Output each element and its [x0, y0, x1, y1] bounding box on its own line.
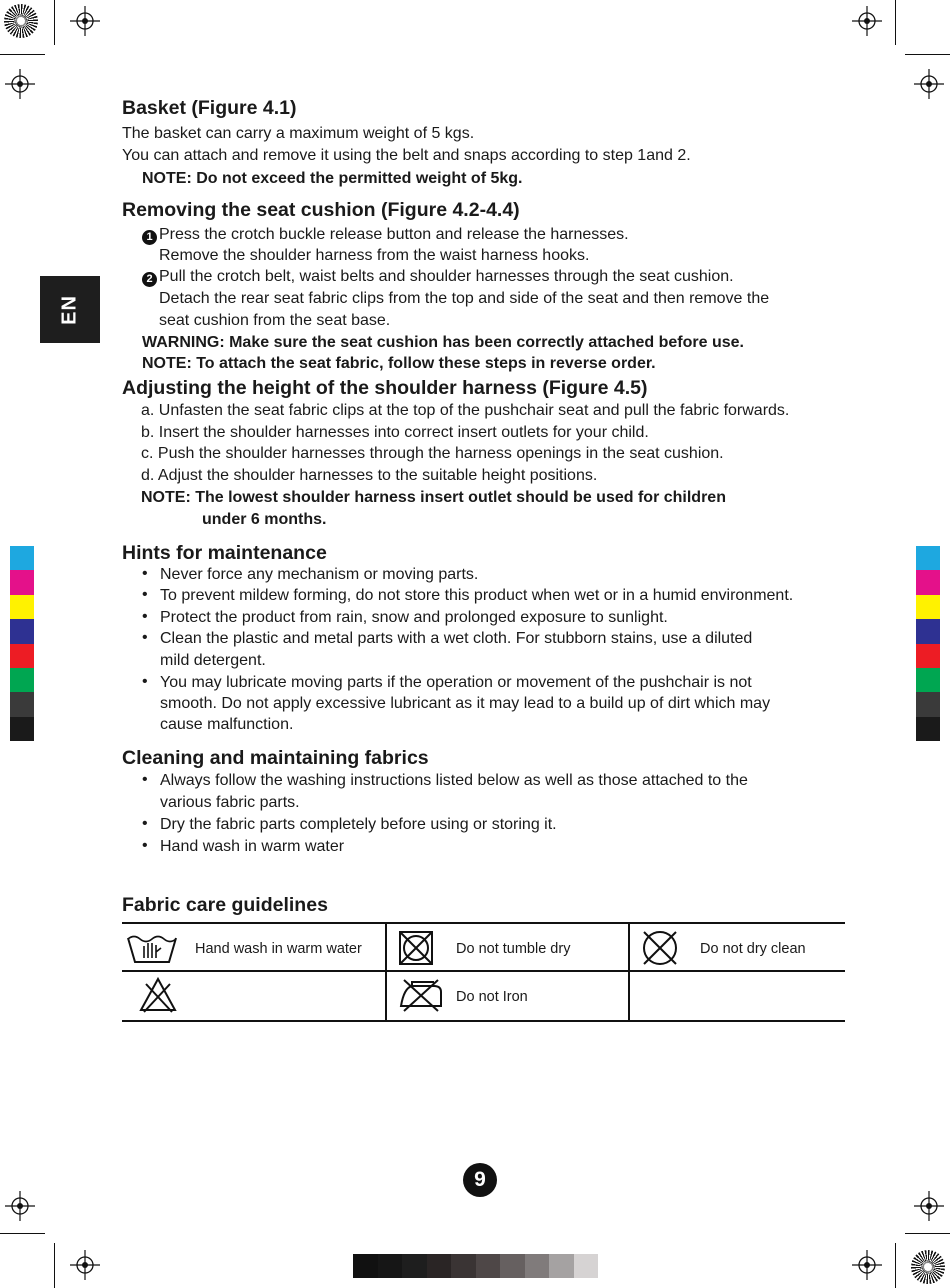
section-title-care: Fabric care guidelines: [122, 894, 328, 916]
registration-crosshair-icon: [70, 1250, 100, 1280]
list-item: [141, 444, 724, 464]
care-label: Do not Iron: [456, 989, 528, 1005]
list-item: [141, 423, 649, 443]
hint-text: smooth. Do not apply excessive lubricant as it may lead to a build up of dirt which may: [160, 695, 771, 712]
table-divider: [628, 924, 630, 1020]
registration-crosshair-icon: [70, 6, 100, 36]
step-text: Press the crotch buckle release button and release the harnesses.: [159, 226, 629, 243]
registration-crosshair-icon: [852, 6, 882, 36]
crop-mark: [905, 54, 950, 55]
color-swatch: [916, 619, 940, 643]
crop-mark: [895, 0, 896, 45]
crop-mark: [895, 1243, 896, 1288]
crop-mark: [0, 1233, 45, 1234]
bullet: •: [142, 629, 148, 646]
list-marker: a.: [141, 402, 155, 419]
step-number-badge: 1: [142, 230, 157, 245]
cleaning-text: Dry the fabric parts completely before using or storing it.: [160, 816, 557, 833]
registration-burst-icon: [4, 4, 38, 38]
list-text: Push the shoulder harnesses through the harness openings in the seat cushion.: [157, 445, 724, 462]
registration-crosshair-icon: [914, 1191, 944, 1221]
bullet: •: [142, 608, 148, 625]
step-text: Remove the shoulder harness from the waist harness hooks.: [159, 247, 590, 264]
hint-text: Protect the product from rain, snow and prolonged exposure to sunlight.: [160, 609, 668, 626]
warning-text: WARNING: Make sure the seat cushion has been correctly attached before use.: [142, 334, 744, 351]
gray-swatch: [476, 1254, 501, 1278]
list-marker: b.: [141, 424, 155, 441]
color-swatch: [916, 692, 940, 716]
basket-note: NOTE: Do not exceed the permitted weight of 5kg.: [142, 170, 523, 187]
bullet: •: [142, 673, 148, 690]
crop-mark: [54, 1243, 55, 1288]
section-title-cleaning: Cleaning and maintaining fabrics: [122, 747, 429, 769]
list-item: [141, 401, 789, 421]
crop-mark: [905, 1233, 950, 1234]
hand-wash-icon: [126, 930, 178, 966]
list-text: Unfasten the seat fabric clips at the top of the pushchair seat and pull the fabric forwards.: [158, 402, 790, 419]
gray-swatch: [427, 1254, 452, 1278]
list-text: Insert the shoulder harnesses into correct insert outlets for your child.: [158, 424, 649, 441]
note-text: under 6 months.: [202, 511, 327, 528]
list-marker: c.: [141, 445, 154, 462]
registration-burst-icon: [911, 1250, 945, 1284]
section-title-removing: Removing the seat cushion (Figure 4.2-4.4): [122, 199, 520, 221]
bullet: •: [142, 586, 148, 603]
gray-swatch: [402, 1254, 427, 1278]
no-tumble-dry-icon: [398, 930, 434, 966]
hint-text: Clean the plastic and metal parts with a wet cloth. For stubborn stains, use a diluted: [160, 630, 753, 647]
gray-swatch: [451, 1254, 476, 1278]
care-label: Do not dry clean: [700, 941, 806, 957]
registration-crosshair-icon: [914, 69, 944, 99]
step-text: Detach the rear seat fabric clips from the top and side of the seat and then remove the: [159, 290, 770, 307]
gray-swatch: [549, 1254, 574, 1278]
cleaning-text: Always follow the washing instructions listed below as well as those attached to the: [160, 772, 748, 789]
table-divider: [385, 924, 387, 1020]
color-swatch: [10, 546, 34, 570]
no-iron-icon: [398, 978, 444, 1012]
section-title-hints: Hints for maintenance: [122, 542, 327, 564]
basket-text: You can attach and remove it using the belt and snaps according to step 1and 2.: [122, 147, 691, 164]
cleaning-text: various fabric parts.: [160, 794, 300, 811]
gray-swatch: [378, 1254, 403, 1278]
registration-crosshair-icon: [5, 69, 35, 99]
bullet: •: [142, 565, 148, 582]
care-table: [122, 922, 845, 1022]
care-label: Do not tumble dry: [456, 941, 571, 957]
crop-mark: [54, 0, 55, 45]
hint-text: You may lubricate moving parts if the operation or movement of the pushchair is not: [160, 674, 752, 691]
no-dry-clean-icon: [640, 929, 680, 967]
color-calibration-bar: [10, 546, 34, 741]
bullet: •: [142, 837, 148, 854]
color-swatch: [916, 595, 940, 619]
color-swatch: [10, 692, 34, 716]
color-swatch: [916, 570, 940, 594]
care-label: Hand wash in warm water: [195, 941, 362, 957]
page-number: 9: [463, 1163, 497, 1197]
color-swatch: [10, 668, 34, 692]
color-swatch: [916, 546, 940, 570]
gray-swatch: [525, 1254, 550, 1278]
registration-crosshair-icon: [5, 1191, 35, 1221]
note-text: NOTE: The lowest shoulder harness insert outlet should be used for children: [141, 489, 726, 506]
step-1: [142, 225, 629, 245]
gray-swatch: [500, 1254, 525, 1278]
color-swatch: [10, 619, 34, 643]
language-tab-label: EN: [58, 294, 81, 325]
grayscale-calibration-strip: [353, 1254, 598, 1278]
color-swatch: [916, 644, 940, 668]
color-swatch: [916, 668, 940, 692]
hint-text: mild detergent.: [160, 652, 266, 669]
color-swatch: [10, 570, 34, 594]
hint-text: cause malfunction.: [160, 716, 294, 733]
note-text: NOTE: To attach the seat fabric, follow these steps in reverse order.: [142, 355, 656, 372]
step-number-badge: 2: [142, 272, 157, 287]
table-divider: [122, 970, 845, 972]
color-swatch: [10, 644, 34, 668]
crop-mark: [0, 54, 45, 55]
gray-swatch: [574, 1254, 599, 1278]
section-title-adjusting: Adjusting the height of the shoulder harness (Figure 4.5): [122, 377, 648, 399]
color-swatch: [10, 717, 34, 741]
color-swatch: [10, 595, 34, 619]
step-text: seat cushion from the seat base.: [159, 312, 391, 329]
color-swatch: [916, 717, 940, 741]
step-text: Pull the crotch belt, waist belts and shoulder harnesses through the seat cushion.: [159, 268, 734, 285]
hint-text: Never force any mechanism or moving parts.: [160, 566, 479, 583]
bullet: •: [142, 771, 148, 788]
hint-text: To prevent mildew forming, do not store this product when wet or in a humid environment.: [160, 587, 794, 604]
section-title-basket: Basket (Figure 4.1): [122, 97, 297, 119]
color-calibration-bar: [916, 546, 940, 741]
registration-crosshair-icon: [852, 1250, 882, 1280]
cleaning-text: Hand wash in warm water: [160, 838, 345, 855]
language-tab: [40, 276, 100, 343]
no-bleach-icon: [138, 976, 178, 1014]
gray-swatch: [353, 1254, 378, 1278]
list-text: Adjust the shoulder harnesses to the suitable height positions.: [157, 467, 598, 484]
list-item: [141, 466, 597, 486]
basket-text: The basket can carry a maximum weight of 5 kgs.: [122, 125, 475, 142]
list-marker: d.: [141, 467, 155, 484]
bullet: •: [142, 815, 148, 832]
step-2: [142, 267, 734, 287]
